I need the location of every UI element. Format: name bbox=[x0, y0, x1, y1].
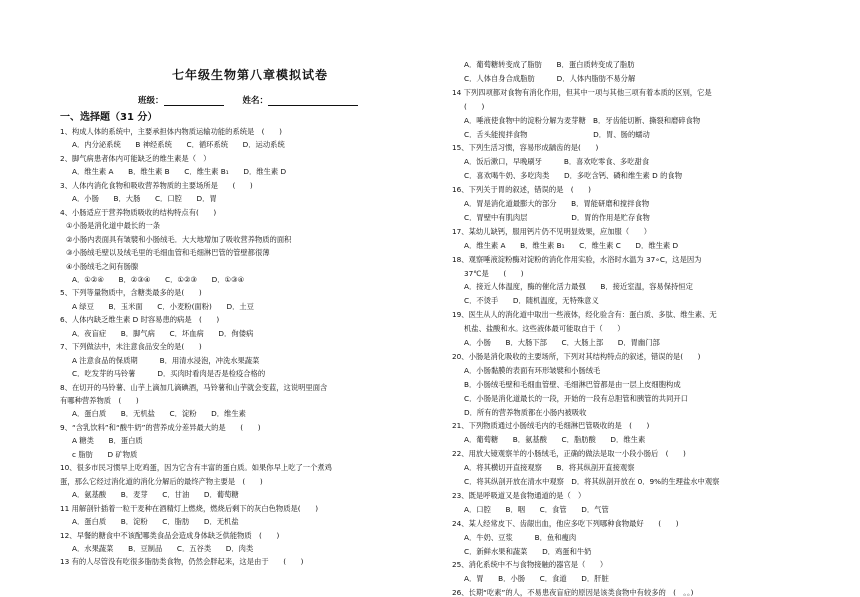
question-line: 1、构成人体的系统中，主要承担体内物质运输功能的系统是 ( ) bbox=[60, 127, 282, 136]
question-line: A．内分泌系统 B 神经系统 C．循环系统 D．运动系统 bbox=[72, 140, 285, 150]
question-line: C．喜欢喝牛奶、多吃肉类 D．多吃含钙、磷和维生素 D 的食物 bbox=[464, 171, 682, 181]
question-line: A．葡萄糖 B．氨基酸 C．脂肪酸 D．维生素 bbox=[464, 435, 646, 445]
question-line: A．口腔 B．咽 C．食管 D．气管 bbox=[464, 504, 609, 514]
question-line: ( ) bbox=[464, 101, 485, 111]
question-line: 16、下列关于胃的叙述，错误的是 ( ) bbox=[452, 185, 592, 195]
question-line: C．胃壁中有肌肉层 D．胃的作用是贮存食物 bbox=[464, 212, 650, 222]
question-line: A．饭后漱口，早晚刷牙 B．喜欢吃零食、多吃甜食 bbox=[464, 157, 650, 167]
question-line: A．接近人体温度，酶的催化活力最强 B．接近室温，容易保持恒定 bbox=[464, 282, 693, 292]
question-line: 18、观察唾液淀粉酶对淀粉的消化作用实验，水浴时水温为 37∘C，这是因为 bbox=[452, 254, 702, 264]
question-line: C．不烫手 D．随机温度，无特殊意义 bbox=[464, 296, 599, 306]
question-line: A．蛋白质 B．淀粉 C．脂肪 D．无机盐 bbox=[72, 517, 239, 527]
question-line: A．牛奶、豆浆 B．鱼和瘦肉 bbox=[464, 532, 577, 542]
question-line: 4、小肠适应于营养物质吸收的结构特点有( ) bbox=[60, 207, 217, 217]
name-blank bbox=[268, 96, 358, 106]
question-line: 有哪种营养物质 ( ) bbox=[60, 396, 139, 405]
question-line: C．吃发芽的马铃薯 D．买肉时看肉是否是检疫合格的 bbox=[72, 369, 266, 379]
question-line: 14 下列四项都对食物有消化作用，但其中一项与其他三项有着本质的区别，它是 bbox=[452, 87, 712, 97]
class-blank bbox=[164, 96, 224, 106]
question-line: 2、脚气病患者体内可能缺乏的维生素是（ ） bbox=[60, 153, 211, 163]
question-line: D．所有的营养物质都在小肠内被吸收 bbox=[464, 407, 587, 417]
question-line: 3、人体内消化食物和吸收营养物质的主要场所是 ( ) bbox=[60, 180, 253, 190]
question-line: 13 有的人尽管没有吃很多脂肪类食物，仍然会胖起来，这是由于 ( ) bbox=[60, 557, 304, 567]
question-line: c 脂肪 D 矿物质 bbox=[72, 449, 138, 459]
question-line: A．胃 B．小肠 C．食道 D．肝脏 bbox=[464, 574, 609, 584]
question-line: A 注意食品的保质期 B．用清水浸泡，冲洗水果蔬菜 bbox=[72, 355, 260, 365]
question-line: A．小肠 B．大肠 C．口腔 D．胃 bbox=[72, 194, 217, 204]
question-line: A．维生素 A B．维生素 B C．维生素 B₁ D．维生素 D bbox=[72, 167, 287, 177]
question-line: 机盐、盐酸和水。这些液体最可能取自于（ ） bbox=[464, 324, 625, 334]
question-line: A．胃是消化道最膨大的部分 B．胃能研磨和搅拌食物 bbox=[464, 199, 650, 208]
question-line: 17、某幼儿缺钙，服用钙片仍不见明显效果，应加服（ ） bbox=[452, 226, 652, 236]
question-line: C．新鲜水果和蔬菜 D．鸡蛋和牛奶 bbox=[464, 546, 592, 556]
question-line: C．舌头能搅拌食物 D．胃、肠的蠕动 bbox=[464, 129, 650, 139]
question-line: A．维生素 A B．维生素 B₁ C．维生素 C D．维生素 D bbox=[464, 240, 679, 250]
class-label: 班级： bbox=[138, 96, 164, 106]
section-heading: 一、选择题（31 分） bbox=[60, 112, 158, 123]
question-line: 19、医生从人的消化道中取出一些液体，经化验含有：蛋白质、多肽、维生素、无 bbox=[452, 310, 717, 320]
question-line: A．①②④ B．②③④ C．①②③ D．①③④ bbox=[72, 274, 245, 284]
question-line: 8、在切开的马铃薯、山芋上滴加几滴碘酒，马铃薯和山芋就会变蓝，这说明里面含 bbox=[60, 382, 328, 392]
question-line: A．夜盲症 B．脚气病 C．坏血病 D．佝偻病 bbox=[72, 328, 254, 338]
student-info bbox=[138, 94, 374, 106]
question-line: A 绿豆 B．玉米面 C．小麦粉(面粉) D．土豆 bbox=[72, 301, 254, 311]
question-line: A．将其横切开直接观察 B．将其纵剖开直接观察 bbox=[464, 463, 635, 473]
question-line: 21、下列物质通过小肠绒毛内的毛细淋巴管吸收的是 ( ) bbox=[452, 421, 650, 431]
question-line: 蛋，那么它经过消化道的消化分解后的最终产物主要是 ( ) bbox=[60, 476, 263, 486]
question-line: ②小肠内表面具有皱襞和小肠绒毛．大大地增加了吸收营养物质的面积 bbox=[66, 234, 292, 244]
question-line: C．人体自身合成脂肪 D．人体内脂肪不易分解 bbox=[464, 73, 636, 83]
question-line: ④小肠绒毛之间有肠腺 bbox=[66, 261, 139, 271]
question-line: C．将其纵剖开放在清水中观察 D．将其纵剖开放在 0．9%的生理盐水中观察 bbox=[464, 477, 720, 486]
question-line: 23、既是呼吸道又是食物通道的是（ ） bbox=[452, 490, 586, 500]
question-line: A．水果蔬菜 B．豆制品 C．五谷类 D．肉类 bbox=[72, 543, 254, 553]
question-line: 10、很多市民习惯早上吃鸡蛋，因为它含有丰富的蛋白质。如果你早上吃了一个煮鸡 bbox=[60, 463, 332, 473]
question-line: ③小肠绒毛壁以及绒毛里的毛细血管和毛细淋巴管的管壁都很薄 bbox=[66, 248, 270, 258]
question-line: A．小肠黏膜的表面有环形皱襞和小肠绒毛 bbox=[464, 365, 601, 375]
question-line: 12、早餐的糖食中不该配哪类食品会造成身体缺乏供能物质 ( ) bbox=[60, 530, 280, 540]
question-line: 15、下列生活习惯，容易形成龋齿的是( ) bbox=[452, 143, 599, 153]
question-line: A 糖类 B．蛋白质 bbox=[72, 436, 143, 446]
question-line: A．氨基酸 B．麦芽 C．甘油 D．葡萄糖 bbox=[72, 490, 239, 500]
question-line: A．唾液使食物中的淀粉分解为麦芽糖 B．牙齿能切断、撕裂和磨碎食物 bbox=[464, 115, 701, 125]
question-line: B．小肠绒毛壁和毛细血管壁、毛细淋巴管都是由一层上皮细胞构成 bbox=[464, 379, 681, 389]
question-line: 20、小肠是消化吸收的主要场所，下列对其结构特点的叙述，错误的是( ) bbox=[452, 351, 701, 361]
question-line: 22、用放大镜观察羊的小肠绒毛，正确的做法是取一小段小肠后 ( ) bbox=[452, 449, 686, 459]
question-line: 5、下列等量物质中，含糖类最多的是( ) bbox=[60, 288, 202, 298]
question-line: 6、人体内缺乏维生素 D 时容易患的病是 ( ) bbox=[60, 315, 220, 325]
question-line: 11 用解剖针插着一粒干麦种在酒精灯上燃烧，燃烧后剩下的灰白色物质是( ) bbox=[60, 503, 319, 513]
page-title: 七年级生物第八章模拟试卷 bbox=[171, 68, 328, 82]
question-line: A．葡萄糖转变成了脂肪 B．蛋白质转变成了脂肪 bbox=[464, 60, 635, 69]
question-line: 25、消化系统中不与食物接触的器官是（ ） bbox=[452, 560, 608, 570]
question-line: 7、下列做法中，未注意食品安全的是( ) bbox=[60, 342, 202, 352]
question-line: A．小肠 B．大肠下部 C．大肠上部 D．胃幽门部 bbox=[464, 338, 660, 347]
question-line: 26、长期“吃素”的人，不易患夜盲症的原因是该类食物中有较多的 ( 。。) bbox=[452, 588, 694, 597]
question-line: ①小肠是消化道中最长的一条 bbox=[66, 221, 161, 231]
question-line: 37℃是 ( ) bbox=[464, 268, 524, 278]
question-line: 24、某人经常皮下、齿龈出血，他应多吃下列哪种食物最好 ( ) bbox=[452, 518, 679, 528]
name-label: 姓名： bbox=[242, 96, 268, 106]
question-line: 9、“含乳饮料”和“酸牛奶”的营养成分差异最大的是 ( ) bbox=[60, 422, 261, 432]
question-line: A．蛋白质 B．无机盐 C．淀粉 D．维生素 bbox=[72, 409, 246, 419]
question-line: C．小肠是消化道最长的一段，开始的一段有总胆管和胰管的共同开口 bbox=[464, 393, 688, 403]
